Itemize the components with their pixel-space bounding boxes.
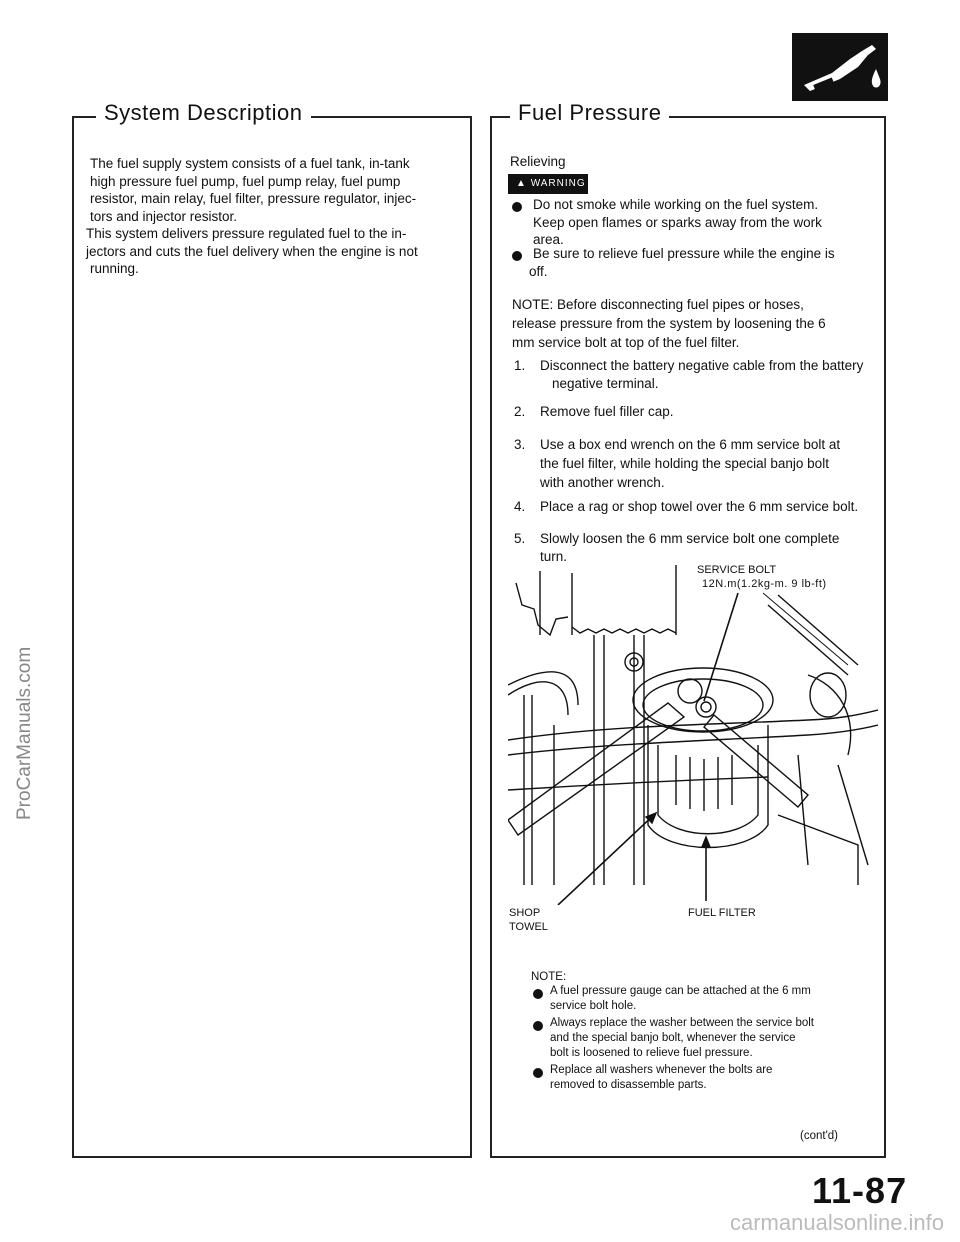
fuel-filter-illustration: [508, 565, 878, 905]
note-bullet-icon: [533, 1021, 543, 1031]
note-bullet-icon: [533, 989, 543, 999]
warning-line: Keep open flames or sparks away from the work: [533, 214, 822, 230]
warning-bullet-icon: [512, 251, 522, 261]
note-line: release pressure from the system by loosening the 6: [512, 316, 826, 331]
warning-item: [529, 245, 875, 280]
note-bullet-icon: [533, 1068, 543, 1078]
warning-item: [533, 196, 875, 249]
step-line: negative terminal.: [552, 375, 659, 391]
body-line: running.: [90, 261, 139, 276]
step-4: [514, 498, 878, 516]
page-number: 11-87: [812, 1170, 908, 1211]
step-line: Remove fuel filler cap.: [540, 404, 674, 419]
warning-triangle-icon: ▲: [516, 178, 527, 189]
step-line: Slowly loosen the 6 mm service bolt one complete: [540, 531, 840, 546]
step-number: 1.: [514, 358, 526, 373]
body-line: resistor, main relay, fuel filter, pressure regulator, injec-: [90, 191, 417, 206]
warning-line: Be sure to relieve fuel pressure while the engine is: [533, 246, 835, 261]
note-paragraph: [512, 295, 878, 352]
step-2: [514, 403, 878, 421]
step-line: Disconnect the battery negative cable from the battery: [540, 358, 864, 373]
fuel-nozzle-icon: [792, 33, 888, 101]
watermark-left: ProCarManuals.com: [14, 646, 35, 820]
note-item-line: removed to disassemble parts.: [550, 1079, 707, 1091]
step-line: Place a rag or shop towel over the 6 mm service bolt.: [540, 499, 859, 514]
note-item: [550, 984, 850, 1014]
bottom-note-heading: NOTE:: [531, 971, 567, 983]
shop-label: SHOP: [509, 907, 541, 919]
fuel-filter-label: FUEL FILTER: [688, 907, 756, 919]
system-description-body: [86, 155, 464, 278]
step-3: [514, 435, 878, 492]
warning-badge: [508, 174, 588, 194]
warning-label: WARNING: [530, 178, 586, 189]
step-line: the fuel filter, while holding the special banjo bolt: [540, 456, 829, 471]
body-line: high pressure fuel pump, fuel pump relay, fuel pump: [90, 173, 401, 189]
note-item-line: service bolt hole.: [550, 1000, 637, 1012]
warning-line: Do not smoke while working on the fuel system.: [533, 197, 819, 212]
towel-label: TOWEL: [509, 921, 548, 933]
step-number: 5.: [514, 531, 526, 546]
note-item-line: Replace all washers whenever the bolts are: [550, 1064, 773, 1076]
torque-label: 12N.m(1.2kg-m. 9 lb-ft): [702, 578, 827, 590]
body-line: jectors and cuts the fuel delivery when the engine is not: [86, 243, 418, 259]
note-line: mm service bolt at top of the fuel filter.: [512, 335, 740, 350]
relieving-subtitle: Relieving: [510, 154, 566, 169]
shop-towel-label: [509, 906, 548, 934]
note-line: NOTE: Before disconnecting fuel pipes or hoses,: [512, 297, 804, 312]
warning-line: off.: [529, 263, 548, 279]
body-line: tors and injector resistor.: [90, 208, 238, 224]
step-line: with another wrench.: [540, 475, 665, 490]
warning-line: area.: [533, 232, 564, 247]
note-item: [550, 1016, 850, 1061]
note-item-line: A fuel pressure gauge can be attached at the 6 mm: [550, 985, 811, 997]
continued-label: (cont'd): [800, 1130, 838, 1142]
step-5: [514, 530, 878, 565]
step-line: Use a box end wrench on the 6 mm service bolt at: [540, 437, 841, 452]
note-item-line: Always replace the washer between the service bolt: [550, 1017, 815, 1029]
service-bolt-label: SERVICE BOLT: [697, 564, 777, 576]
fuel-pressure-title: Fuel Pressure: [510, 100, 669, 126]
step-number: 3.: [514, 437, 526, 452]
body-line: The fuel supply system consists of a fuel tank, in-tank: [90, 156, 410, 171]
step-1: [514, 357, 878, 392]
note-item: [550, 1063, 850, 1093]
system-description-title: System Description: [96, 100, 311, 126]
watermark-bottom: carmanualsonline.info: [730, 1210, 945, 1235]
note-item-line: bolt is loosened to relieve fuel pressure.: [550, 1047, 753, 1059]
body-line: This system delivers pressure regulated fuel to the in-: [86, 226, 407, 241]
step-number: 4.: [514, 499, 526, 514]
warning-bullet-icon: [512, 202, 522, 212]
note-item-line: and the special banjo bolt, whenever the service: [550, 1032, 796, 1044]
step-number: 2.: [514, 404, 526, 419]
step-line: turn.: [540, 548, 568, 564]
